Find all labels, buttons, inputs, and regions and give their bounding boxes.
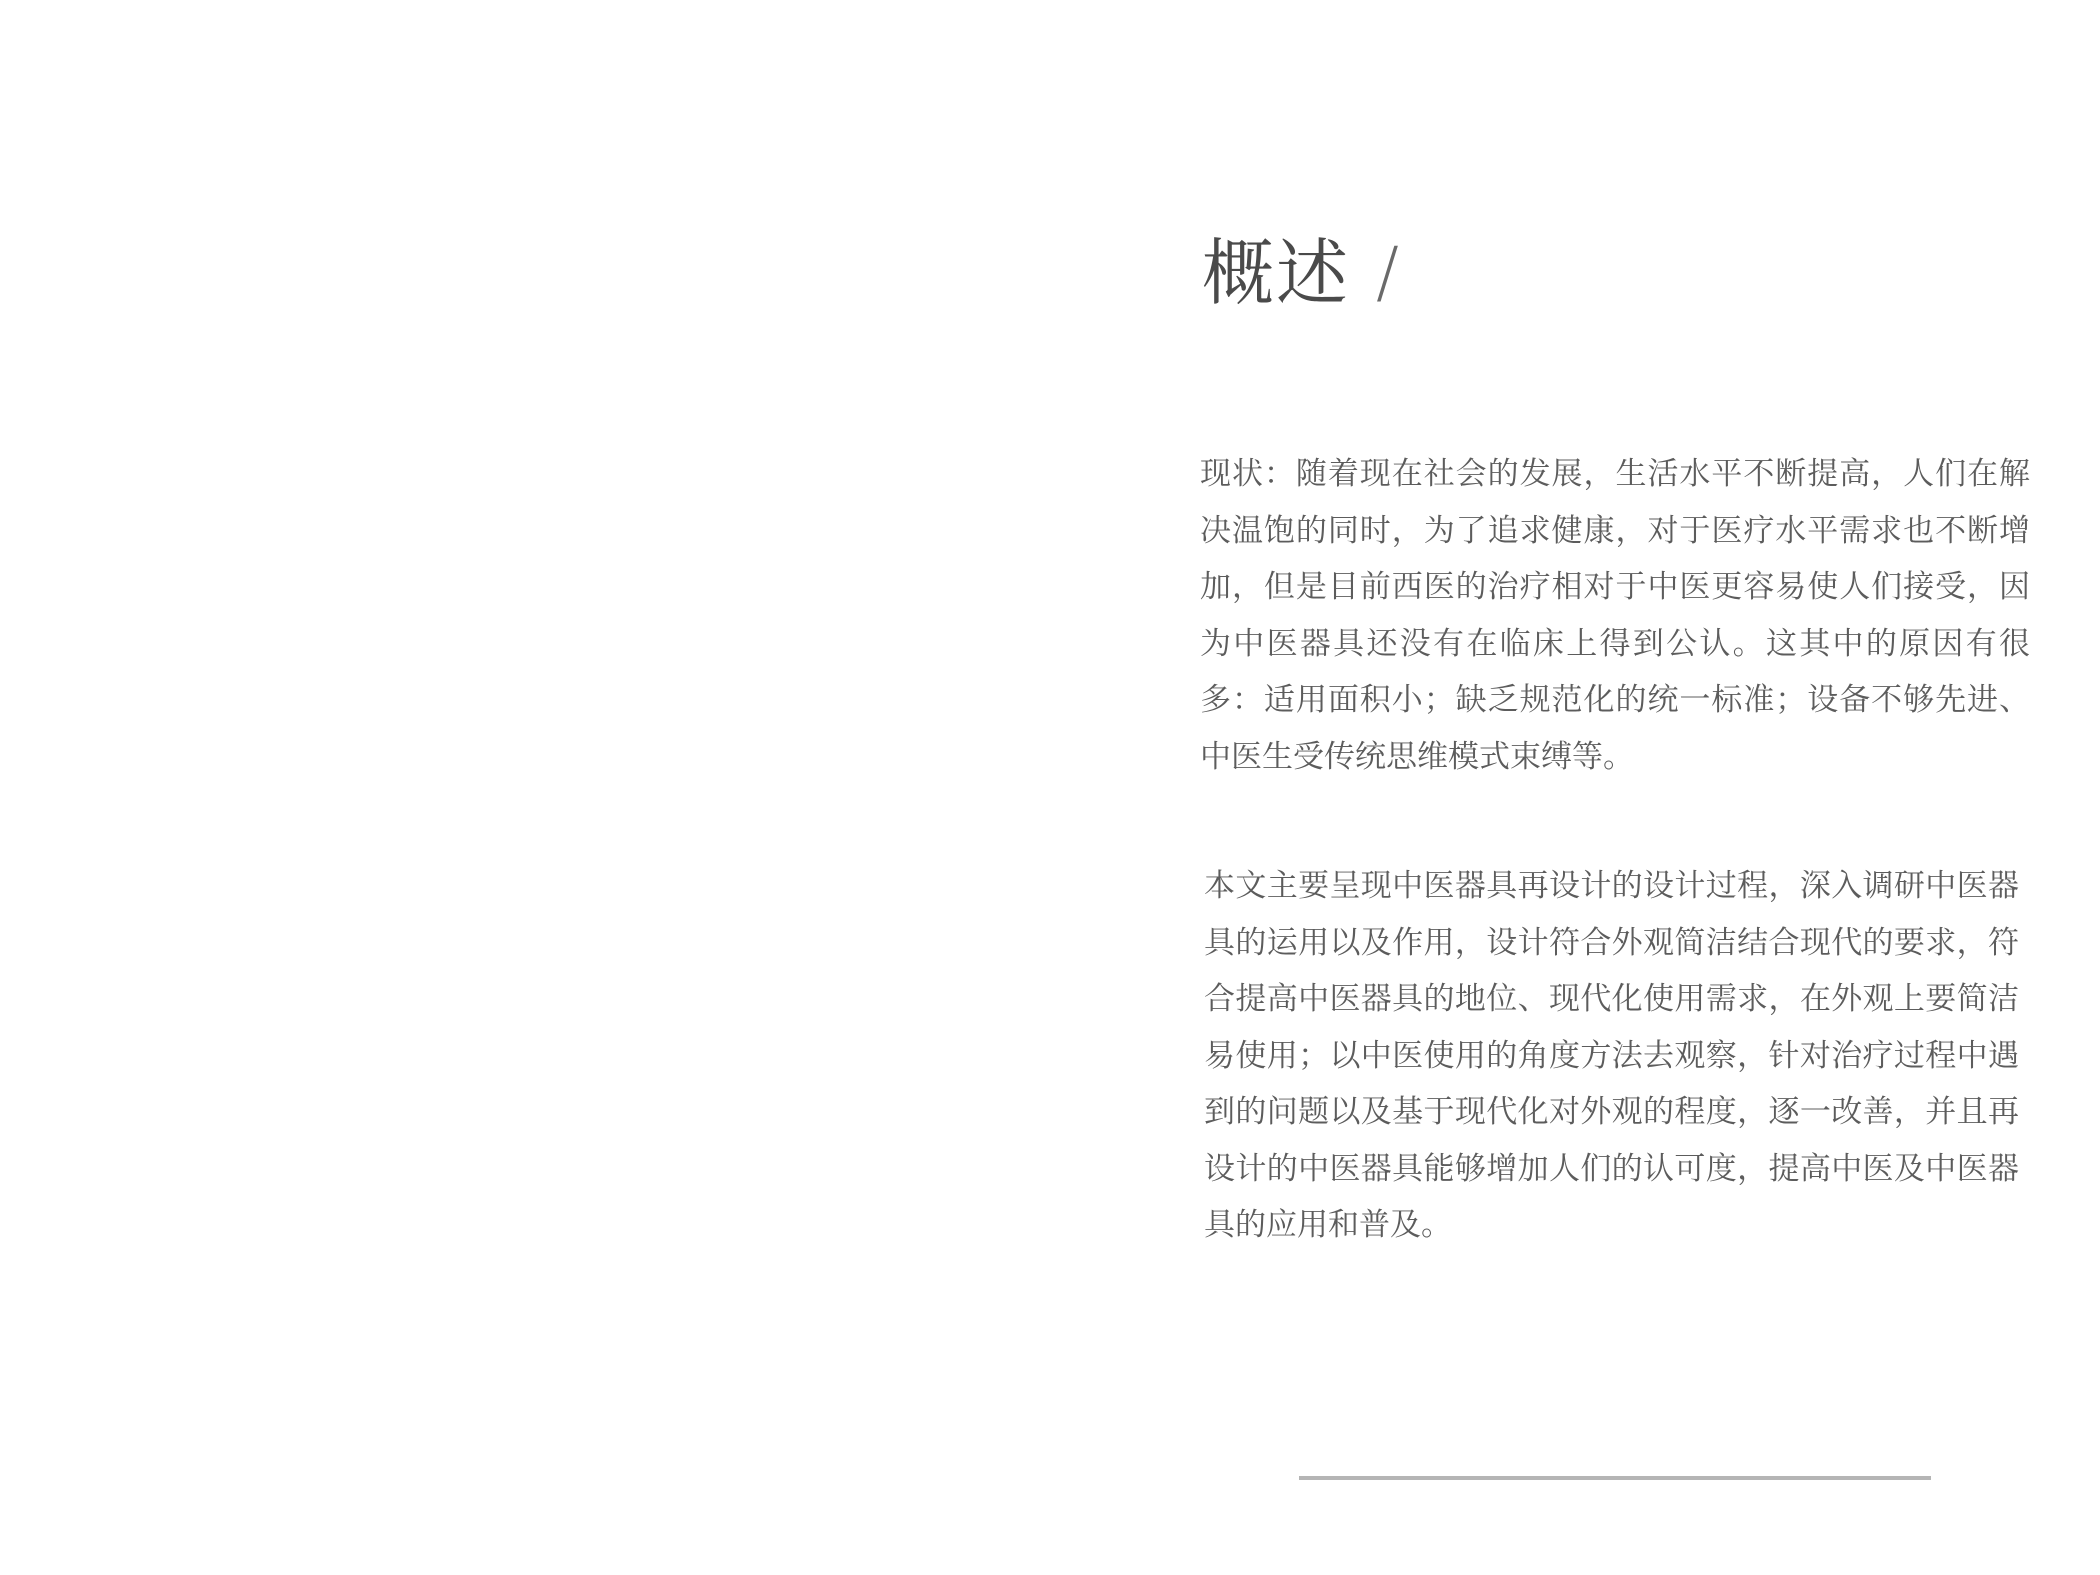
- status-paragraph: 现状：随着现在社会的发展，生活水平不断提高，人们在解决温饱的同时，为了追求健康，对于医疗水平需求也不断增加，但是目前西医的治疗相对于中医更容易使人们接受，因为中医器具还没有在临床上得到公认。这其中的原因有很多：适用面积小；缺乏规范化的统一标准；设备不够先进、中医生受传统思维模式束缚等。: [1200, 456, 2030, 775]
- summary-paragraph: 本文主要呈现中医器具再设计的设计过程，深入调研中医器具的运用以及作用，设计符合外观简洁结合现代的要求，符合提高中医器具的地位、现代化使用需求，在外观上要简洁易使用；以中医使用的角度方法去观察，针对治疗过程中遇到的问题以及基于现代化对外观的程度，逐一改善，并且再设计的中医器具能够增加人们的认可度，提高中医及中医器具的应用和普及。: [1204, 868, 2019, 1243]
- bottom-divider-line: [1299, 1476, 1931, 1480]
- title-slash-decoration: /: [1376, 233, 1399, 312]
- section-title: 概述: [1202, 231, 1351, 315]
- right-content-page: [1100, 0, 2100, 1575]
- section-heading: [1202, 228, 1399, 318]
